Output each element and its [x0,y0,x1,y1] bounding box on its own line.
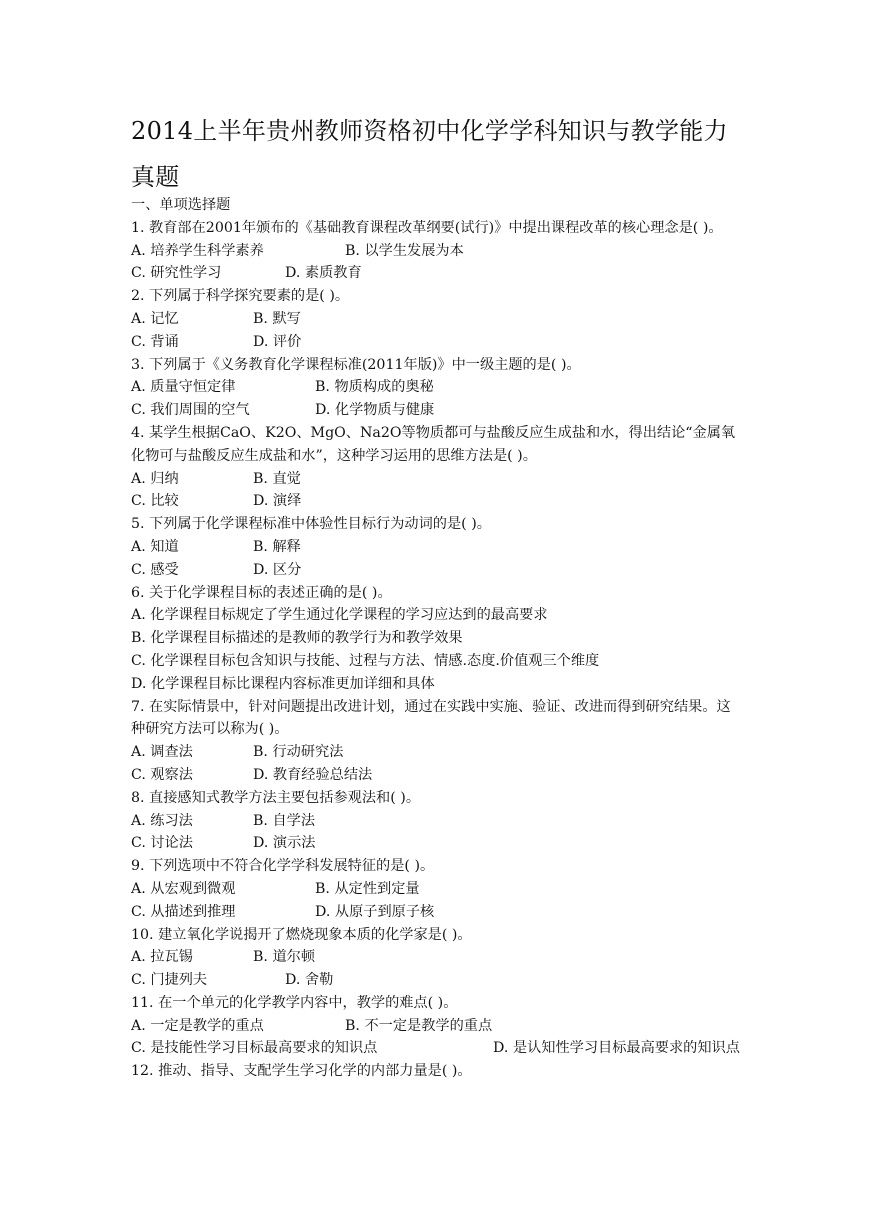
option-d: D. 从原子到原子核 [315,903,435,920]
option-c: C. 研究性学习 [131,265,222,282]
question-5-options-ab [131,536,741,559]
question-6-stem: 6. 关于化学课程目标的表述正确的是( )。 [131,584,392,601]
option-c: C. 从描述到推理 [131,903,236,920]
option-c: C. 我们周围的空气 [131,402,250,419]
question-11-options-cd [131,1037,741,1060]
option-a: A. 调查法 [131,744,193,761]
question-7-stem: 7. 在实际情景中，针对问题提出改进计划，通过在实践中实施、验证、改进而得到研究结果。这种研究方法可以称为( )。 [131,698,731,738]
question-5-stem: 5. 下列属于化学课程标准中体验性目标行为动词的是( )。 [131,516,491,533]
option-d: D. 化学课程目标比课程内容标准更加详细和具体 [131,675,435,692]
option-d: D. 区分 [253,561,302,578]
option-b: B. 化学课程目标描述的是教师的教学行为和教学效果 [131,630,463,647]
question-3-options-ab [131,376,741,399]
option-b: B. 从定性到定量 [315,880,420,897]
question-11-stem: 11. 在一个单元的化学教学内容中，教学的难点( )。 [131,994,458,1011]
question-9-options-ab [131,878,741,901]
question-2-options-ab [131,308,741,331]
option-b: B. 自学法 [253,812,316,829]
option-a: A. 化学课程目标规定了学生通过化学课程的学习应达到的最高要求 [131,607,548,624]
question-10-options-ab [131,946,741,969]
question-7-options-ab [131,741,741,764]
question-5-options-cd [131,559,741,582]
option-d: D. 化学物质与健康 [315,402,435,419]
section-heading: 一、单项选择题 [131,197,231,213]
option-d: D. 教育经验总结法 [253,766,373,783]
question-3-options-cd [131,399,741,422]
option-c: C. 观察法 [131,766,193,783]
question-4-options-cd [131,490,741,513]
option-c: C. 是技能性学习目标最高要求的知识点 [131,1040,378,1057]
question-3-stem: 3. 下列属于《义务教育化学课程标准(2011年版)》中一级主题的是( )。 [131,356,581,373]
option-a: A. 练习法 [131,812,193,829]
option-b: B. 解释 [253,538,301,555]
question-2-options-cd [131,331,741,354]
option-c: C. 比较 [131,493,179,510]
question-2-stem: 2. 下列属于科学探究要素的是( )。 [131,288,350,305]
question-10-options-cd [131,969,741,992]
option-b: B. 直觉 [253,470,301,487]
question-11-options-ab [131,1015,741,1038]
option-d: D. 评价 [253,333,302,350]
option-d: D. 演示法 [253,835,316,852]
option-c: C. 背诵 [131,333,179,350]
option-a: A. 知道 [131,538,179,555]
option-d: D. 舍勒 [285,972,334,989]
question-12-stem: 12. 推动、指导、支配学生学习化学的内部力量是( )。 [131,1063,472,1080]
option-c: C. 门捷列夫 [131,972,208,989]
option-a: A. 培养学生科学素养 [131,242,264,259]
document-body [131,194,741,1083]
question-9-options-cd [131,901,741,924]
option-d: D. 是认知性学习目标最高要求的知识点 [493,1040,740,1057]
option-a: A. 归纳 [131,470,179,487]
option-b: B. 不一定是教学的重点 [345,1017,493,1034]
document-title: 2014上半年贵州教师资格初中化学学科知识与教学能力真题 [131,117,728,191]
option-b: B. 以学生发展为本 [345,242,464,259]
option-b: B. 默写 [253,310,301,327]
option-b: B. 道尔顿 [253,949,316,966]
question-8-options-cd [131,832,741,855]
option-c: C. 化学课程目标包含知识与技能、过程与方法、情感.态度.价值观三个维度 [131,652,600,669]
option-a: A. 记忆 [131,310,179,327]
option-a: A. 拉瓦锡 [131,949,193,966]
option-b: B. 物质构成的奥秘 [315,379,434,396]
question-1-stem: 1. 教育部在2001年颁布的《基础教育课程改革纲要(试行)》中提出课程改革的核心理念是( )。 [131,219,723,236]
question-8-stem: 8. 直接感知式教学方法主要包括参观法和( )。 [131,789,421,806]
option-a: A. 一定是教学的重点 [131,1017,264,1034]
question-10-stem: 10. 建立氧化学说揭开了燃烧现象本质的化学家是( )。 [131,926,472,943]
question-1-options-cd [131,262,741,285]
question-4-stem: 4. 某学生根据CaO、K2O、MgO、Na2O等物质都可与盐酸反应生成盐和水，得出结论“金属氧化物可与盐酸反应生成盐和水”，这种学习运用的思维方法是( )。 [131,424,736,464]
option-a: A. 从宏观到微观 [131,880,236,897]
question-1-options-ab [131,240,741,263]
question-4-options-ab [131,468,741,491]
question-7-options-cd [131,764,741,787]
option-d: D. 演绎 [253,493,302,510]
question-9-stem: 9. 下列选项中不符合化学学科发展特征的是( )。 [131,858,435,875]
option-a: A. 质量守恒定律 [131,379,236,396]
option-d: D. 素质教育 [285,265,362,282]
option-c: C. 感受 [131,561,179,578]
question-8-options-ab [131,810,741,833]
option-c: C. 讨论法 [131,835,193,852]
option-b: B. 行动研究法 [253,744,344,761]
